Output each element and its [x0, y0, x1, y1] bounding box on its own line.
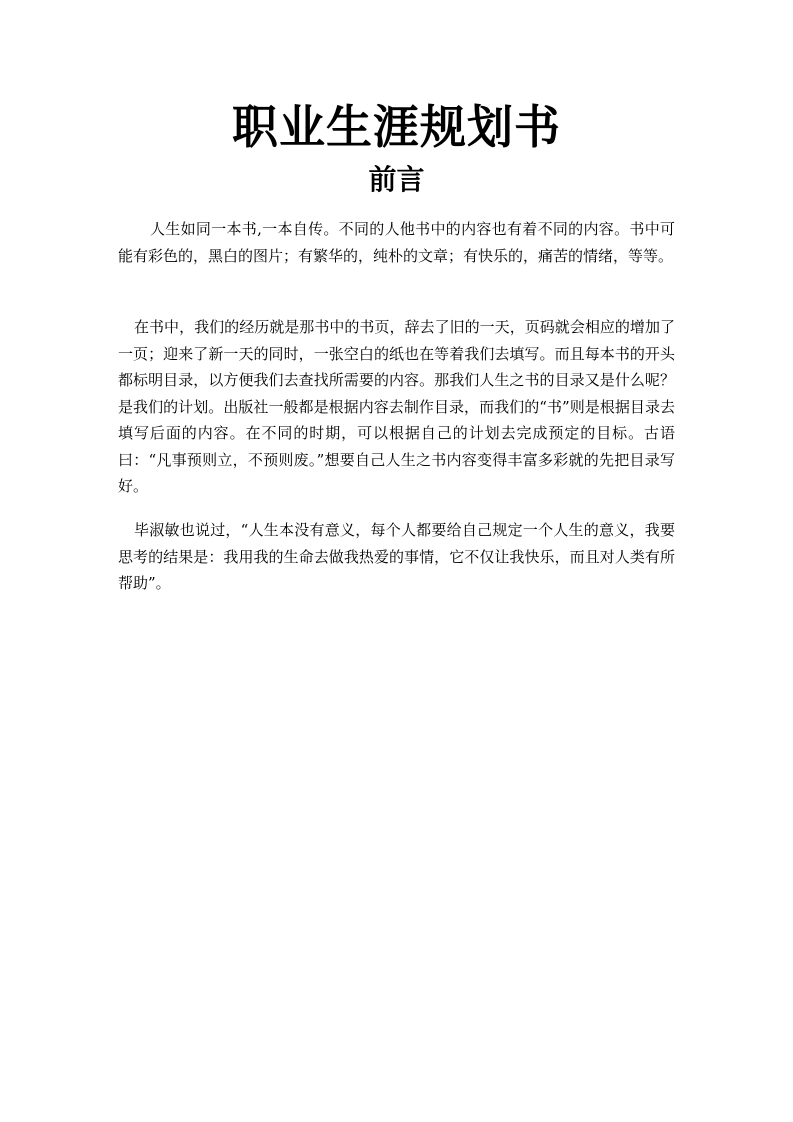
paragraph-3: 毕淑敏也说过，“人生本没有意义，每个人都要给自己规定一个人生的意义，我要思考的结果是：我用我的生命去做我热爱的事情，它不仅让我快乐，而且对人类有所帮助”。: [118, 521, 675, 592]
paragraph-2: 在书中，我们的经历就是那书中的书页，辞去了旧的一天，页码就会相应的增加了一页；迎来了新一天的同时，一张空白的纸也在等着我们去填写。而且每本书的开头都标明目录，以方便我们去查找所需要的内容。那我们人生之书的目录又是什么呢？是我们的计划。出版社一般都是根据内容去制作目录，而我们的“书”则是根据目录去填写后面的内容。在不同的时期，可以根据自己的计划去完成预定的目标。古语曰：“凡事预则立，不预则废。”想要自己人生之书内容变得丰富多彩就的先把目录写好。: [118, 318, 675, 495]
document-title: 职业生涯规划书: [232, 100, 561, 154]
paragraph-1: 人生如同一本书,一本自传。不同的人他书中的内容也有着不同的内容。书中可能有彩色的，黑白的图片；有繁华的，纯朴的文章；有快乐的，痛苦的情绪，等等。: [118, 220, 675, 265]
section-heading: 前言: [368, 163, 425, 196]
